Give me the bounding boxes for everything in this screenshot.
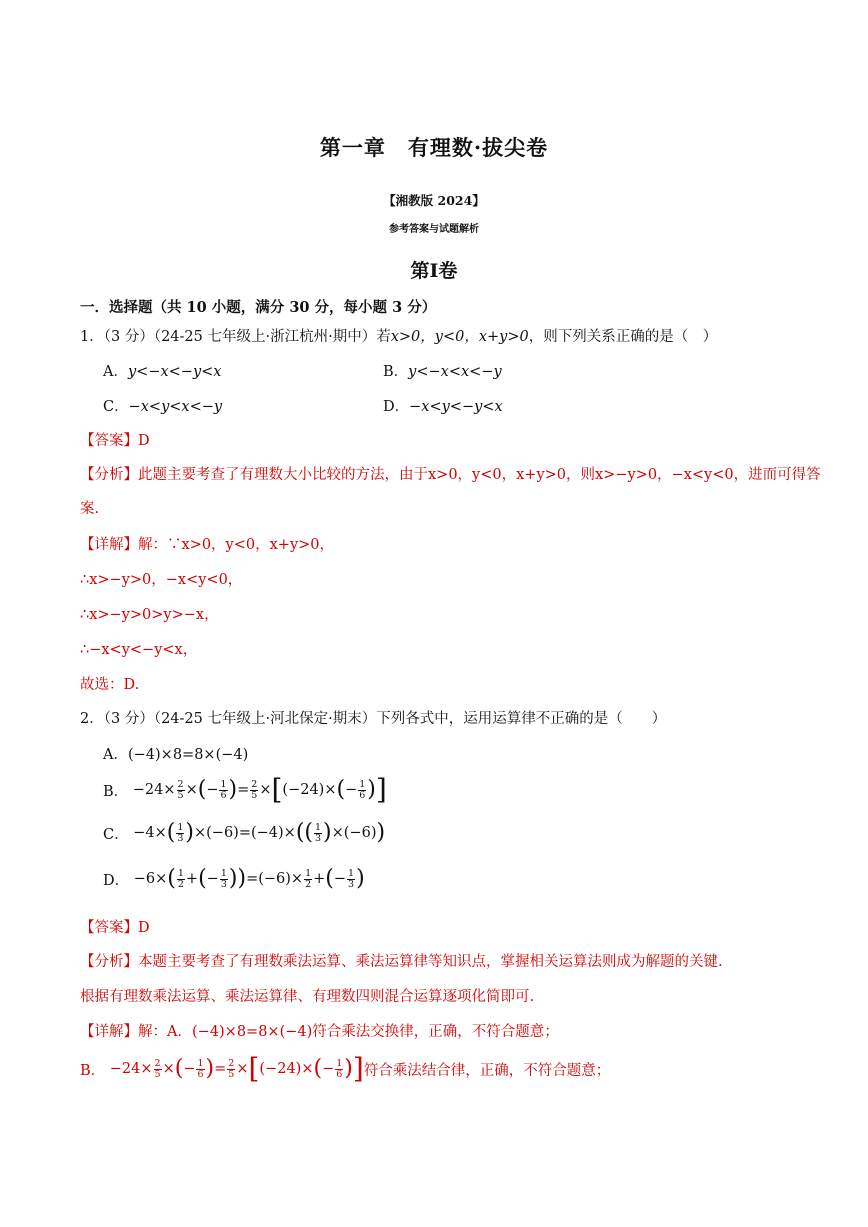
q2-analysis: 【分析】本题主要考查了有理数乘法运算、乘法运算律等知识点，掌握相关运算法则成为解题的关键.	[80, 954, 723, 970]
q1-option-c: C．−x<y<x<−y	[103, 399, 223, 415]
edition-label: 【湘教版 2024】	[383, 193, 485, 208]
q1-analysis: 【分析】此题主要考查了有理数大小比较的方法，由于x>0，y<0，x+y>0，则x>−y>0，−x<y<0，进而可得答	[80, 467, 821, 483]
q1-answer: 【答案】D	[80, 433, 150, 449]
q1-option-a: A．y<−x<−y<x	[103, 364, 222, 380]
q1-detail-line: ∴x>−y>0>y>−x，	[80, 607, 219, 623]
q1-detail-line: ∴x>−y>0，−x<y<0，	[80, 572, 243, 588]
subtitle: 参考答案与试题解析	[389, 224, 479, 235]
question-2-stem: 2．（3 分）（24-25 七年级上·河北保定·期末）下列各式中，运用运算律不正确的是（ ）	[80, 711, 667, 727]
q2-answer: 【答案】D	[80, 920, 150, 936]
q2-option-d: D． −6×( $\frac{1}{2}$ +(− $\frac{1}{3}$ ))=(−6)× $\frac{1}{2}$ +(− $\frac{1}{3}$ )	[103, 866, 365, 891]
volume-heading: 第Ⅰ卷	[410, 260, 458, 282]
q2-option-b: B． −24× $\frac{2}{5}$ ×(− $\frac{1}{6}$ )= $\frac{2}{5}$ ×[(−24)×(− $\frac{1}{6}$ )]	[103, 773, 387, 806]
q1-detail-line: ∴−x<y<−y<x，	[80, 642, 198, 658]
q2-option-a: A．(−4)×8=8×(−4)	[103, 747, 249, 763]
section-heading: 一．选择题（共 10 小题，满分 30 分，每小题 3 分）	[80, 299, 437, 316]
page-title: 第一章 有理数·拔尖卷	[319, 135, 549, 160]
q2-detail-a: 【详解】解：A．(−4)×8=8×(−4)符合乘法交换律，正确，不符合题意；	[80, 1024, 559, 1040]
q1-detail: 【详解】解：∵x>0，y<0，x+y>0，	[80, 537, 335, 553]
q1-option-b: B．y<−x<x<−y	[383, 364, 502, 380]
q2-analysis-cont: 根据有理数乘法运算、乘法运算律、有理数四则混合运算逐项化简即可.	[80, 989, 535, 1005]
q1-analysis-cont: 案.	[80, 501, 100, 517]
q2-option-c: C． −4×( $\frac{1}{3}$ )×(−6)=(−4)×(( $\frac{1}{3}$ )×(−6))	[103, 820, 386, 845]
q1-detail-line: 故选：D.	[80, 677, 140, 693]
q2-detail-b: B． −24× $\frac{2}{5}$ ×(− $\frac{1}{6}$ )= $\frac{2}{5}$ ×[(−24)×(− $\frac{1}{6}$ )]符合乘法结合律，正确，不符合题意；	[80, 1052, 611, 1085]
q1-option-d: D．−x<y<−y<x	[383, 399, 503, 415]
question-1-stem: 1．（3 分）（24-25 七年级上·浙江杭州·期中）若x>0，y<0，x+y>0，则下列关系正确的是（ ）	[80, 329, 718, 345]
